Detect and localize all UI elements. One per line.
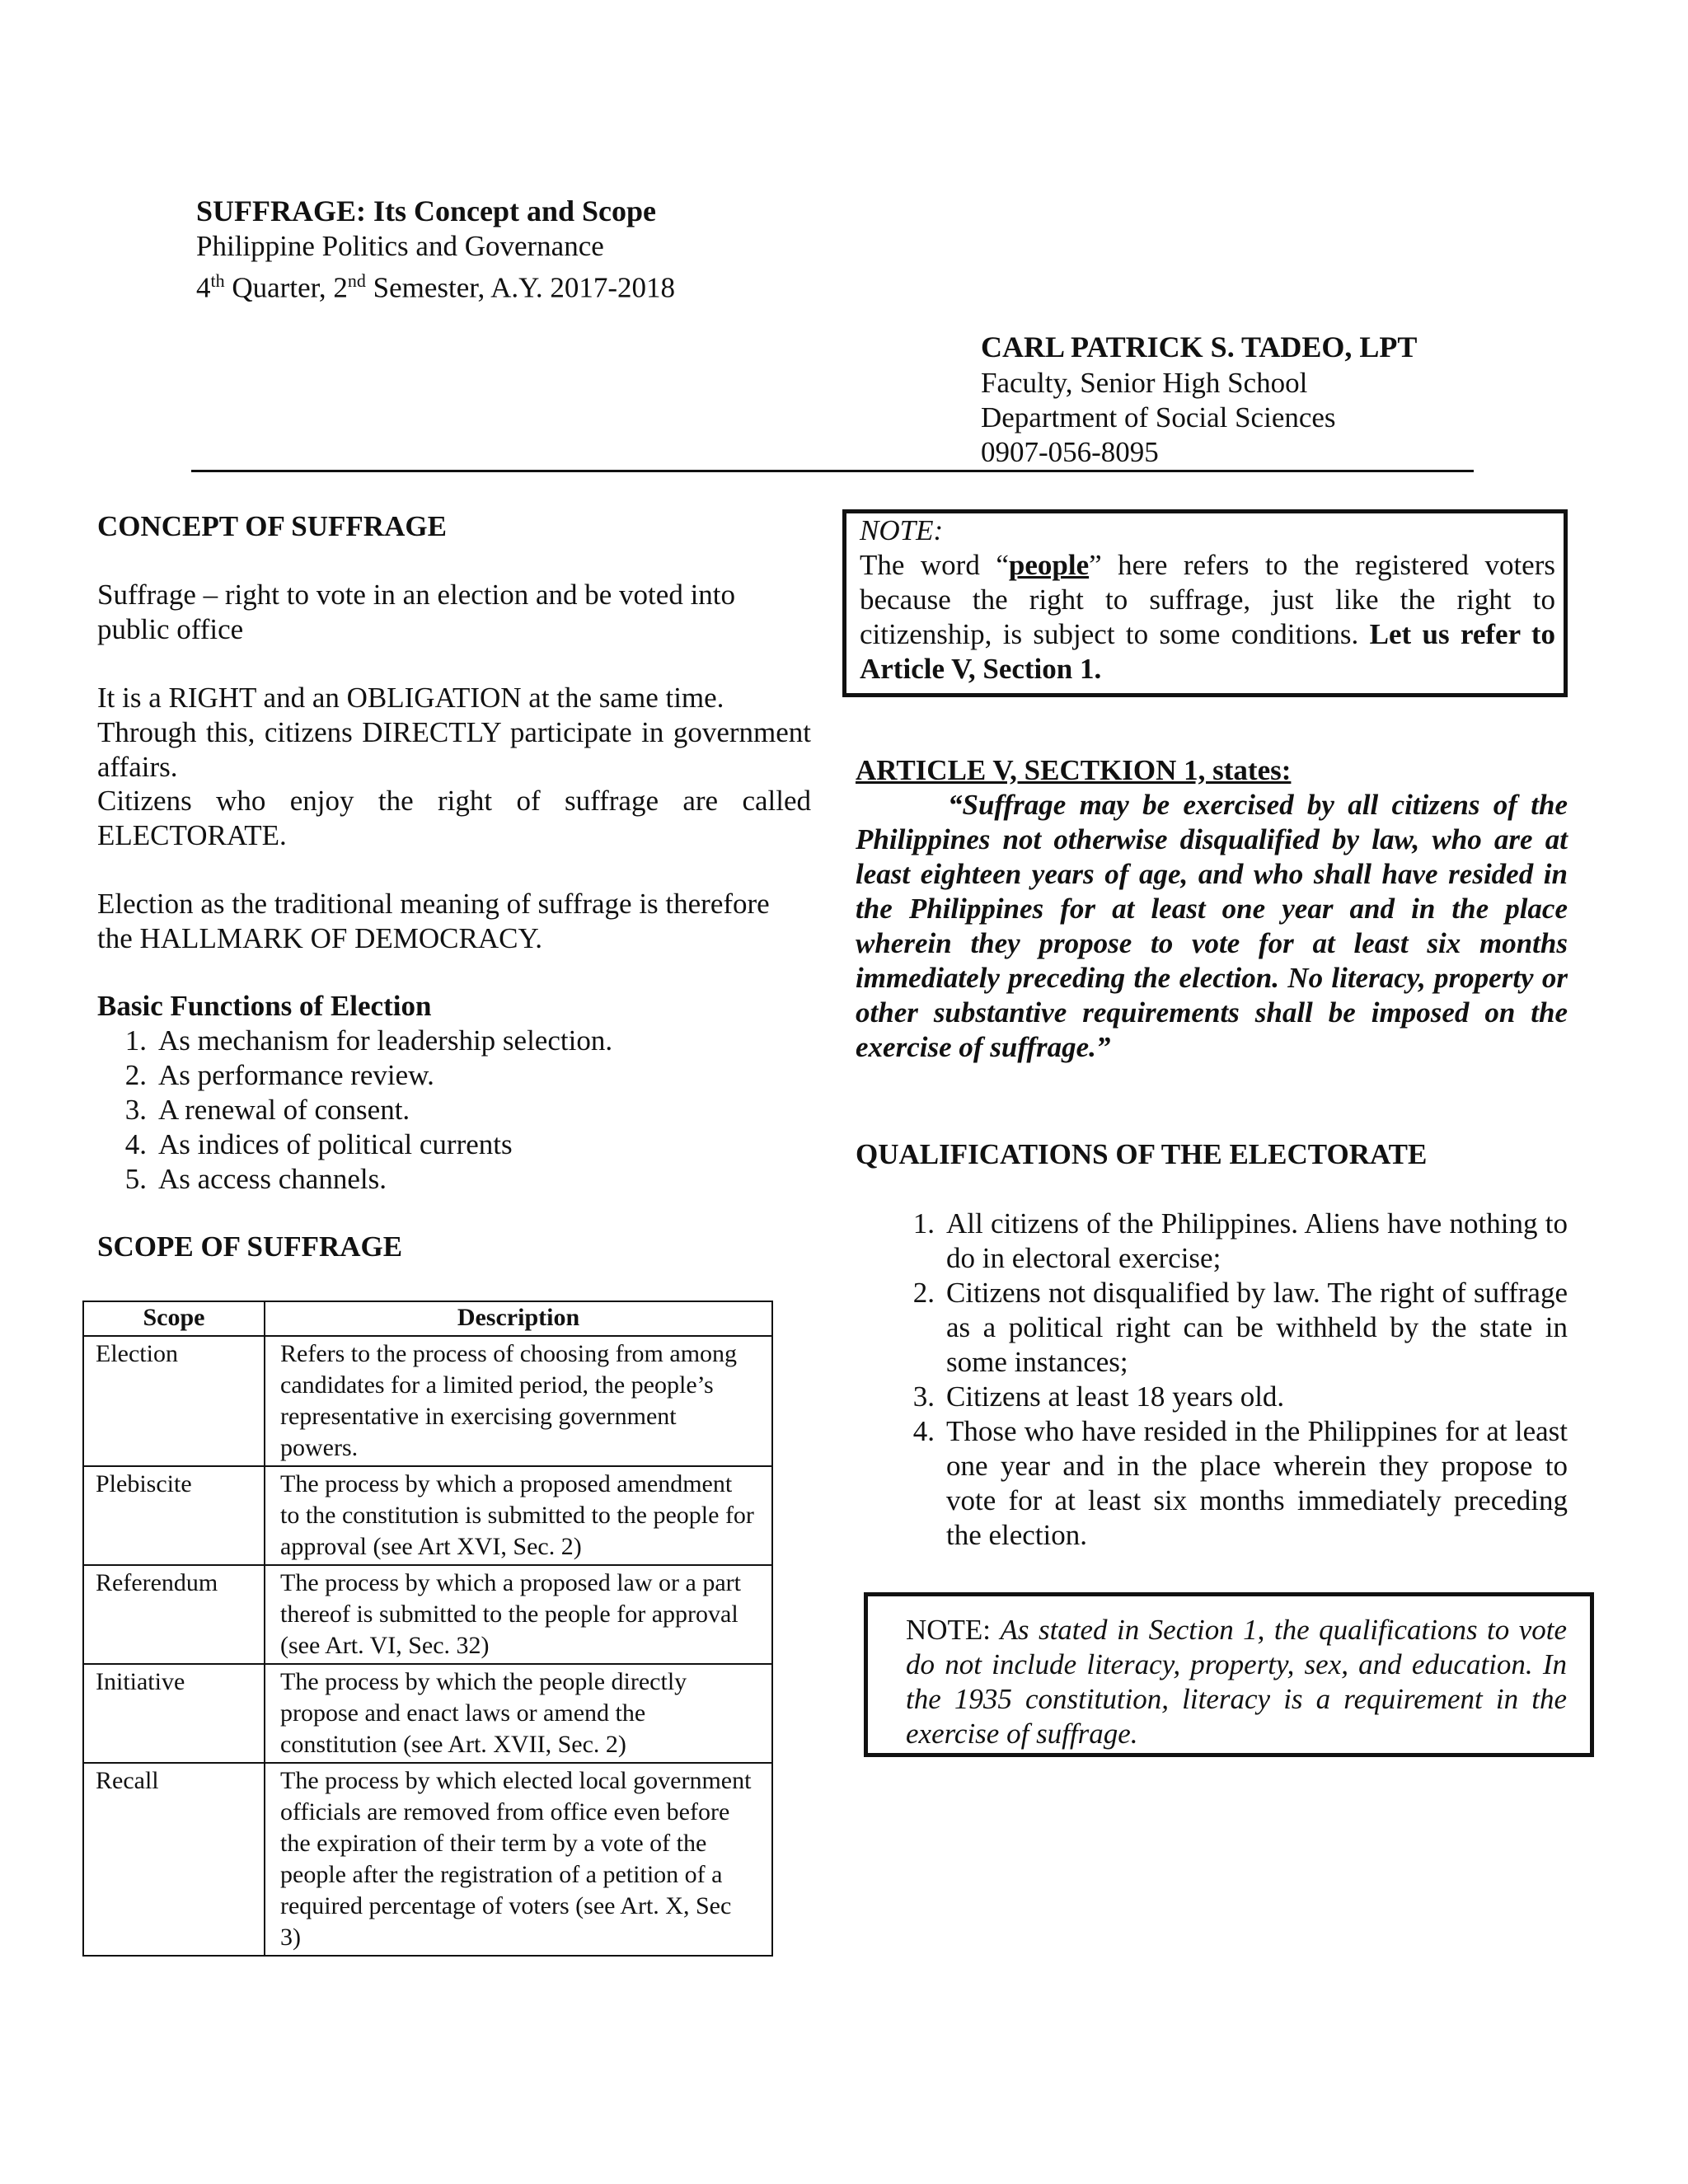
qualifications-heading: QUALIFICATIONS OF THE ELECTORATE [856, 1138, 1428, 1170]
item-text: Citizens not disqualified by law. The right of suffrage as a political right can be withheld by the state in some instances; [946, 1277, 1568, 1378]
scope-cell: Recall [83, 1763, 265, 1956]
list-item [97, 1162, 757, 1197]
list-item [874, 1414, 1568, 1553]
note-label: NOTE: [860, 514, 944, 546]
note-text-start: The word “ [860, 549, 1009, 581]
item-text: As mechanism for leadership selection. [158, 1024, 613, 1057]
scope-cell: Initiative [83, 1664, 265, 1763]
semester-suffix: nd [347, 270, 366, 291]
participation-text: Through this, citizens DIRECTLY participate in government affairs. [97, 716, 811, 783]
item-text: Citizens at least 18 years old. [946, 1380, 1285, 1413]
subject-line: Philippine Politics and Governance [196, 230, 604, 262]
table-row [83, 1763, 772, 1956]
description-cell: The process by which the people directly propose and enact laws or amend the constitution (see Art. XVII, Sec. 2) [265, 1664, 772, 1763]
item-number: 2. [124, 1059, 147, 1091]
list-item [874, 1380, 1568, 1414]
author-department: Department of Social Sciences [981, 401, 1336, 434]
author-name: CARL PATRICK S. TADEO, LPT [981, 330, 1418, 363]
functions-heading: Basic Functions of Election [97, 990, 432, 1022]
item-number: 5. [124, 1163, 147, 1195]
scope-cell: Referendum [83, 1565, 265, 1664]
item-text: As indices of political currents [158, 1128, 513, 1160]
note-text-middle: ” here refers to the registered voters because the right to suffrage, just like the right to citizenship, is subject to some conditions. [860, 549, 1555, 650]
note-bold-tail: Let us refer to Article V, Section 1. [860, 618, 1555, 685]
list-item [97, 1093, 757, 1127]
description-cell: The process by which a proposed amendment to the constitution is submitted to the people for approval (see Art XVI, Sec. 2) [265, 1466, 772, 1565]
item-number: 2. [912, 1277, 935, 1309]
right-obligation-text: It is a RIGHT and an OBLIGATION at the same time. [97, 682, 724, 714]
scope-cell: Plebiscite [83, 1466, 265, 1565]
item-number: 4. [124, 1128, 147, 1160]
author-phone: 0907-056-8095 [981, 436, 1159, 468]
scope-table [82, 1301, 773, 1957]
article-heading: ARTICLE V, SECTKION 1, states: [856, 754, 1292, 786]
quarter-number: 4 [196, 271, 211, 304]
item-number: 4. [912, 1415, 935, 1447]
note-text: As stated in Section 1, the qualifications to vote do not include literacy, property, sex, and education. In the 1935 constitution, literacy is a requirement in the exercise of suffrage. [906, 1614, 1567, 1750]
description-cell: Refers to the process of choosing from among candidates for a limited period, the people’s representative in exercising government powers. [265, 1336, 772, 1466]
header-divider [191, 470, 1474, 472]
description-cell: The process by which a proposed law or a part thereof is submitted to the people for approval (see Art. VI, Sec. 32) [265, 1565, 772, 1664]
concept-heading: CONCEPT OF SUFFRAGE [97, 510, 447, 542]
table-row [83, 1565, 772, 1664]
item-text: Those who have resided in the Philippines for at least one year and in the place wherein they propose to vote for at least six months immediately preceding the election. [946, 1415, 1568, 1551]
column-header-description: Description [265, 1301, 772, 1336]
list-item [874, 1276, 1568, 1380]
quarter-suffix: th [210, 270, 225, 291]
item-text: As performance review. [158, 1059, 434, 1091]
scope-cell: Election [83, 1336, 265, 1466]
item-number: 1. [124, 1024, 147, 1057]
hallmark-text: Election as the traditional meaning of suffrage is therefore the HALLMARK OF DEMOCRACY. [97, 888, 770, 954]
item-number: 1. [912, 1207, 935, 1240]
table-row [83, 1664, 772, 1763]
document-title: SUFFRAGE: Its Concept and Scope [196, 194, 657, 227]
note-box-qualifications [864, 1592, 1594, 1757]
item-text: A renewal of consent. [158, 1094, 410, 1126]
table-row [83, 1336, 772, 1466]
electorate-text: Citizens who enjoy the right of suffrage are called ELECTORATE. [97, 785, 811, 851]
item-text: All citizens of the Philippines. Aliens have nothing to do in electoral exercise; [946, 1207, 1568, 1274]
article-quote: “Suffrage may be exercised by all citizens of the Philippines not otherwise disqualified by law, who are at least eighteen years of age, and who shall have resided in the Philippines for at least one year and in the place wherein they propose to vote for at least six months immediately preceding the election. No literacy, property or other substantive requirements shall be imposed on the exercise of suffrage.” [856, 789, 1568, 1063]
column-header-scope: Scope [83, 1301, 265, 1336]
suffrage-definition: Suffrage – right to vote in an election and be voted into public office [97, 579, 736, 645]
list-item [97, 1024, 757, 1058]
item-text: As access channels. [158, 1163, 387, 1195]
qualifications-list [874, 1207, 1568, 1553]
description-cell: The process by which elected local government officials are removed from office even before the expiration of their term by a vote of the people after the registration of a petition of a required percentage of voters (see Art. X, Sec 3) [265, 1763, 772, 1956]
note-body [860, 548, 1555, 687]
list-item [97, 1127, 757, 1162]
term-line [196, 264, 675, 306]
item-number: 3. [912, 1380, 935, 1413]
people-term: people [1008, 549, 1090, 581]
semester-text: Semester, A.Y. 2017-2018 [365, 271, 676, 304]
table-header-row [83, 1301, 772, 1336]
table-row [83, 1466, 772, 1565]
author-role: Faculty, Senior High School [981, 367, 1308, 399]
note-label: NOTE: [906, 1614, 1001, 1646]
item-number: 3. [124, 1094, 147, 1126]
list-item [874, 1207, 1568, 1276]
functions-list [97, 1024, 757, 1197]
quarter-text: Quarter, 2 [224, 271, 348, 304]
scope-heading: SCOPE OF SUFFRAGE [97, 1230, 403, 1263]
list-item [97, 1058, 757, 1093]
note-box-people [842, 509, 1568, 697]
